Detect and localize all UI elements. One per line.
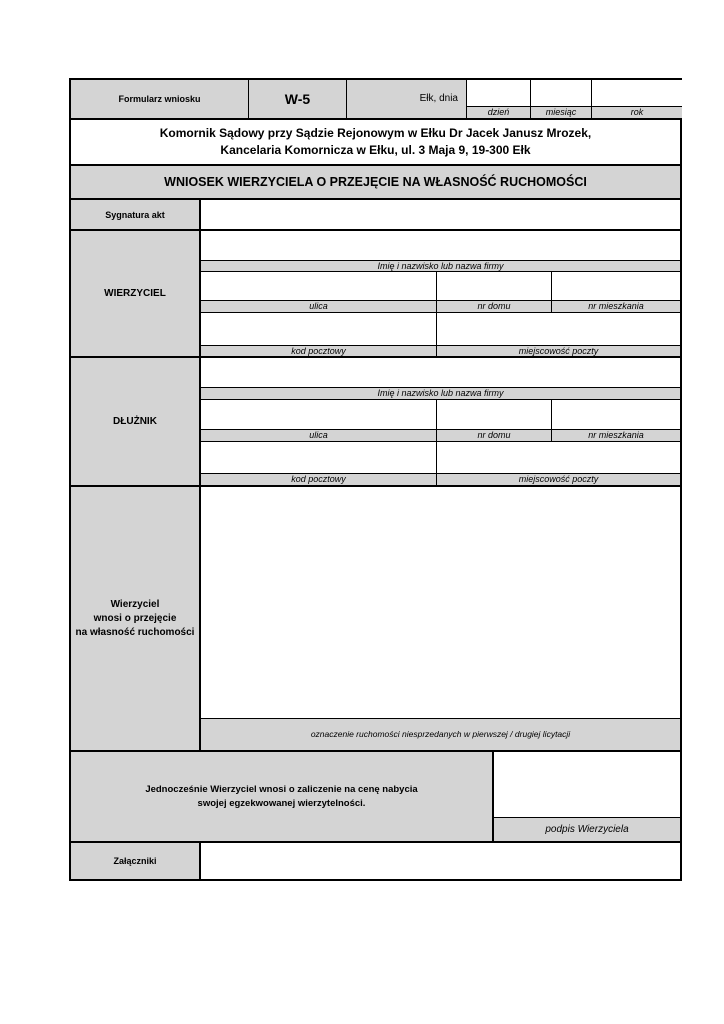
request-form xyxy=(69,78,682,881)
creditor-label: WIERZYCIEL xyxy=(71,231,201,358)
movables-description-field[interactable] xyxy=(201,487,680,718)
debtor-zip-field[interactable] xyxy=(201,442,437,473)
debtor-street-caption: ulica xyxy=(201,429,437,442)
debtor-zip-caption: kod pocztowy xyxy=(201,473,437,487)
year-caption: rok xyxy=(592,106,682,120)
creditor-city-field[interactable] xyxy=(437,313,680,345)
offset-line-1: Jednocześnie Wierzyciel wnosi o zaliczenie na cenę nabycia xyxy=(145,783,418,795)
creditor-street-caption: ulica xyxy=(201,300,437,313)
debtor-name-field[interactable] xyxy=(201,358,680,387)
place-date-label: Ełk, dnia xyxy=(419,93,458,104)
day-caption: dzień xyxy=(467,106,531,120)
debtor-city-field[interactable] xyxy=(437,442,680,473)
creditor-zip-field[interactable] xyxy=(201,313,437,345)
movables-caption: oznaczenie ruchomości niesprzedanych w pierwszej / drugiej licytacji xyxy=(201,718,680,752)
creditor-signature-caption: podpis Wierzyciela xyxy=(494,817,680,843)
creditor-signature-field[interactable] xyxy=(494,752,680,817)
debtor-city-caption: miejscowość poczty xyxy=(437,473,680,487)
case-number-field[interactable] xyxy=(201,200,680,231)
bailiff-office xyxy=(71,120,680,166)
debtor-name-caption: Imię i nazwisko lub nazwa firmy xyxy=(201,387,680,400)
day-field[interactable] xyxy=(467,80,531,106)
case-number-label: Sygnatura akt xyxy=(71,200,201,231)
creditor-name-field[interactable] xyxy=(201,231,680,260)
offset-line-2: swojej egzekwowanej wierzytelności. xyxy=(197,797,366,809)
debtor-house-caption: nr domu xyxy=(437,429,552,442)
year-field[interactable] xyxy=(592,80,682,106)
creditor-apt-field[interactable] xyxy=(552,272,680,300)
creditor-house-field[interactable] xyxy=(437,272,552,300)
request-label-line-3: na własność ruchomości xyxy=(75,626,195,638)
attachments-label: Załączniki xyxy=(71,843,201,879)
debtor-house-field[interactable] xyxy=(437,400,552,429)
creditor-name-caption: Imię i nazwisko lub nazwa firmy xyxy=(201,260,680,272)
office-line-1: Komornik Sądowy przy Sądzie Rejonowym w Ełku Dr Jacek Janusz Mrozek, xyxy=(159,126,592,140)
creditor-zip-caption: kod pocztowy xyxy=(201,345,437,358)
form-label: Formularz wniosku xyxy=(71,80,249,120)
request-label xyxy=(71,487,201,752)
debtor-street-field[interactable] xyxy=(201,400,437,429)
creditor-apt-caption: nr mieszkania xyxy=(552,300,680,313)
debtor-apt-caption: nr mieszkania xyxy=(552,429,680,442)
creditor-city-caption: miejscowość poczty xyxy=(437,345,680,358)
creditor-street-field[interactable] xyxy=(201,272,437,300)
attachments-field[interactable] xyxy=(201,843,680,879)
office-line-2: Kancelaria Komornicza w Ełku, ul. 3 Maja 9, 19-300 Ełk xyxy=(220,143,531,157)
month-field[interactable] xyxy=(531,80,592,106)
debtor-apt-field[interactable] xyxy=(552,400,680,429)
debtor-label: DŁUŻNIK xyxy=(71,358,201,487)
request-label-line-2: wnosi o przejęcie xyxy=(93,612,177,624)
form-title: WNIOSEK WIERZYCIELA O PRZEJĘCIE NA WŁASNOŚĆ RUCHOMOŚCI xyxy=(71,166,680,200)
form-code: W-5 xyxy=(249,80,347,120)
request-label-line-1: Wierzyciel xyxy=(110,598,160,610)
creditor-house-caption: nr domu xyxy=(437,300,552,313)
month-caption: miesiąc xyxy=(531,106,592,120)
offset-statement xyxy=(71,752,494,843)
